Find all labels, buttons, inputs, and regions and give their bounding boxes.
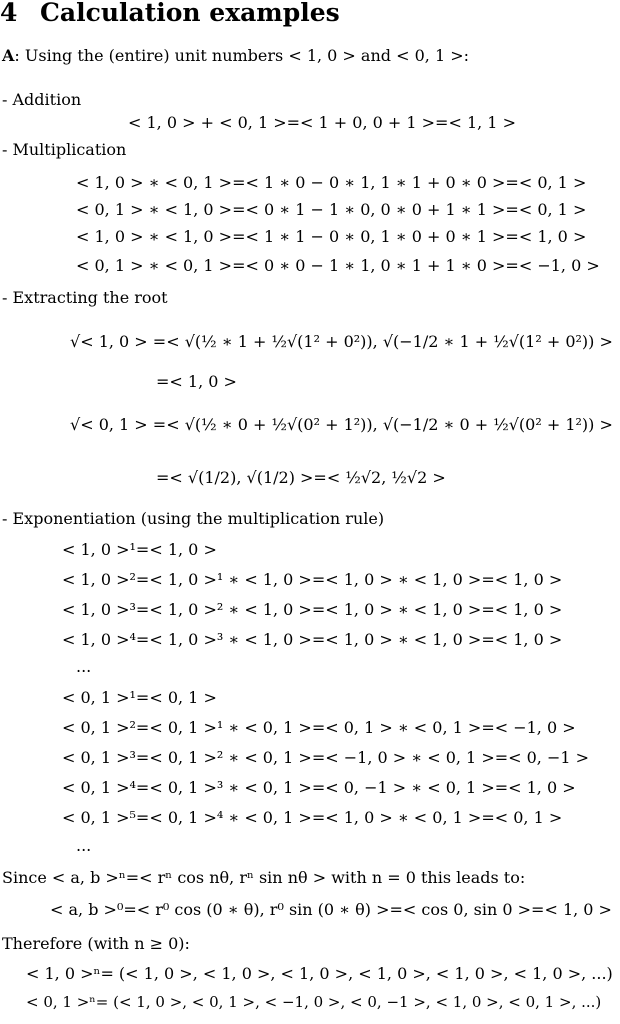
therefore-line: Therefore (with n ≥ 0):	[2, 934, 190, 953]
root-eq-2: =< 1, 0 >	[156, 372, 237, 391]
heading-addition: - Addition	[2, 90, 82, 109]
exp-a-4: < 1, 0 >⁴=< 1, 0 >³ ∗ < 1, 0 >=< 1, 0 > ∗ < 1, 0 >=< 1, 0 >	[62, 630, 563, 649]
intro-text: : Using the (entire) unit numbers < 1, 0 > and < 0, 1 >:	[14, 46, 469, 65]
exp-a-3: < 1, 0 >³=< 1, 0 >² ∗ < 1, 0 >=< 1, 0 > ∗ < 1, 0 >=< 1, 0 >	[62, 600, 563, 619]
therefore-eq-2: < 0, 1 >ⁿ= (< 1, 0 >, < 0, 1 >, < −1, 0 >, < 0, −1 >, < 1, 0 >, < 0, 1 >, ...)	[26, 993, 602, 1011]
mult-eq-1: < 1, 0 > ∗ < 0, 1 >=< 1 ∗ 0 − 0 ∗ 1, 1 ∗ 1 + 0 ∗ 0 >=< 0, 1 >	[76, 173, 587, 192]
intro-line	[2, 46, 469, 66]
since-formula: < a, b >⁰=< r⁰ cos (0 ∗ θ), r⁰ sin (0 ∗ θ) >=< cos 0, sin 0 >=< 1, 0 >	[50, 900, 612, 919]
section-title	[0, 0, 340, 30]
addition-eq-1: < 1, 0 > + < 0, 1 >=< 1 + 0, 0 + 1 >=< 1, 1 >	[128, 113, 516, 132]
exp-b-2: < 0, 1 >²=< 0, 1 >¹ ∗ < 0, 1 >=< 0, 1 > ∗ < 0, 1 >=< −1, 0 >	[62, 718, 576, 737]
root-eq-4: =< √(1/2), √(1/2) >=< ½√2, ½√2 >	[156, 468, 446, 487]
exp-a-ellipsis: ...	[76, 657, 92, 676]
mult-eq-2: < 0, 1 > ∗ < 1, 0 >=< 0 ∗ 1 − 1 ∗ 0, 0 ∗ 0 + 1 ∗ 1 >=< 0, 1 >	[76, 200, 587, 219]
therefore-eq-1: < 1, 0 >ⁿ= (< 1, 0 >, < 1, 0 >, < 1, 0 >, < 1, 0 >, < 1, 0 >, < 1, 0 >, ...)	[26, 964, 613, 983]
heading-root: - Extracting the root	[2, 288, 168, 307]
exp-b-ellipsis: ...	[76, 836, 92, 855]
exp-b-5: < 0, 1 >⁵=< 0, 1 >⁴ ∗ < 0, 1 >=< 1, 0 > ∗ < 0, 1 >=< 0, 1 >	[62, 808, 563, 827]
root-eq-1: √< 1, 0 > =< √(½ ∗ 1 + ½√(1² + 0²)), √(−1/2 ∗ 1 + ½√(1² + 0²)) >	[70, 332, 613, 351]
heading-multiplication: - Multiplication	[2, 140, 127, 159]
root-eq-3: √< 0, 1 > =< √(½ ∗ 0 + ½√(0² + 1²)), √(−1/2 ∗ 0 + ½√(0² + 1²)) >	[70, 415, 613, 434]
mult-eq-3: < 1, 0 > ∗ < 1, 0 >=< 1 ∗ 1 − 0 ∗ 0, 1 ∗ 0 + 0 ∗ 1 >=< 1, 0 >	[76, 227, 587, 246]
section-number: 4	[0, 0, 18, 27]
intro-label: A	[2, 46, 15, 65]
exp-a-2: < 1, 0 >²=< 1, 0 >¹ ∗ < 1, 0 >=< 1, 0 > ∗ < 1, 0 >=< 1, 0 >	[62, 570, 563, 589]
section-title-text: Calculation examples	[40, 0, 340, 27]
exp-b-4: < 0, 1 >⁴=< 0, 1 >³ ∗ < 0, 1 >=< 0, −1 > ∗ < 0, 1 >=< 1, 0 >	[62, 778, 576, 797]
exp-b-1: < 0, 1 >¹=< 0, 1 >	[62, 688, 217, 707]
mult-eq-4: < 0, 1 > ∗ < 0, 1 >=< 0 ∗ 0 − 1 ∗ 1, 0 ∗ 1 + 1 ∗ 0 >=< −1, 0 >	[76, 256, 600, 275]
since-line: Since < a, b >ⁿ=< rⁿ cos nθ, rⁿ sin nθ > with n = 0 this leads to:	[2, 868, 526, 887]
exp-a-1: < 1, 0 >¹=< 1, 0 >	[62, 540, 217, 559]
exp-b-3: < 0, 1 >³=< 0, 1 >² ∗ < 0, 1 >=< −1, 0 > ∗ < 0, 1 >=< 0, −1 >	[62, 748, 590, 767]
heading-exponentiation: - Exponentiation (using the multiplication rule)	[2, 509, 385, 528]
